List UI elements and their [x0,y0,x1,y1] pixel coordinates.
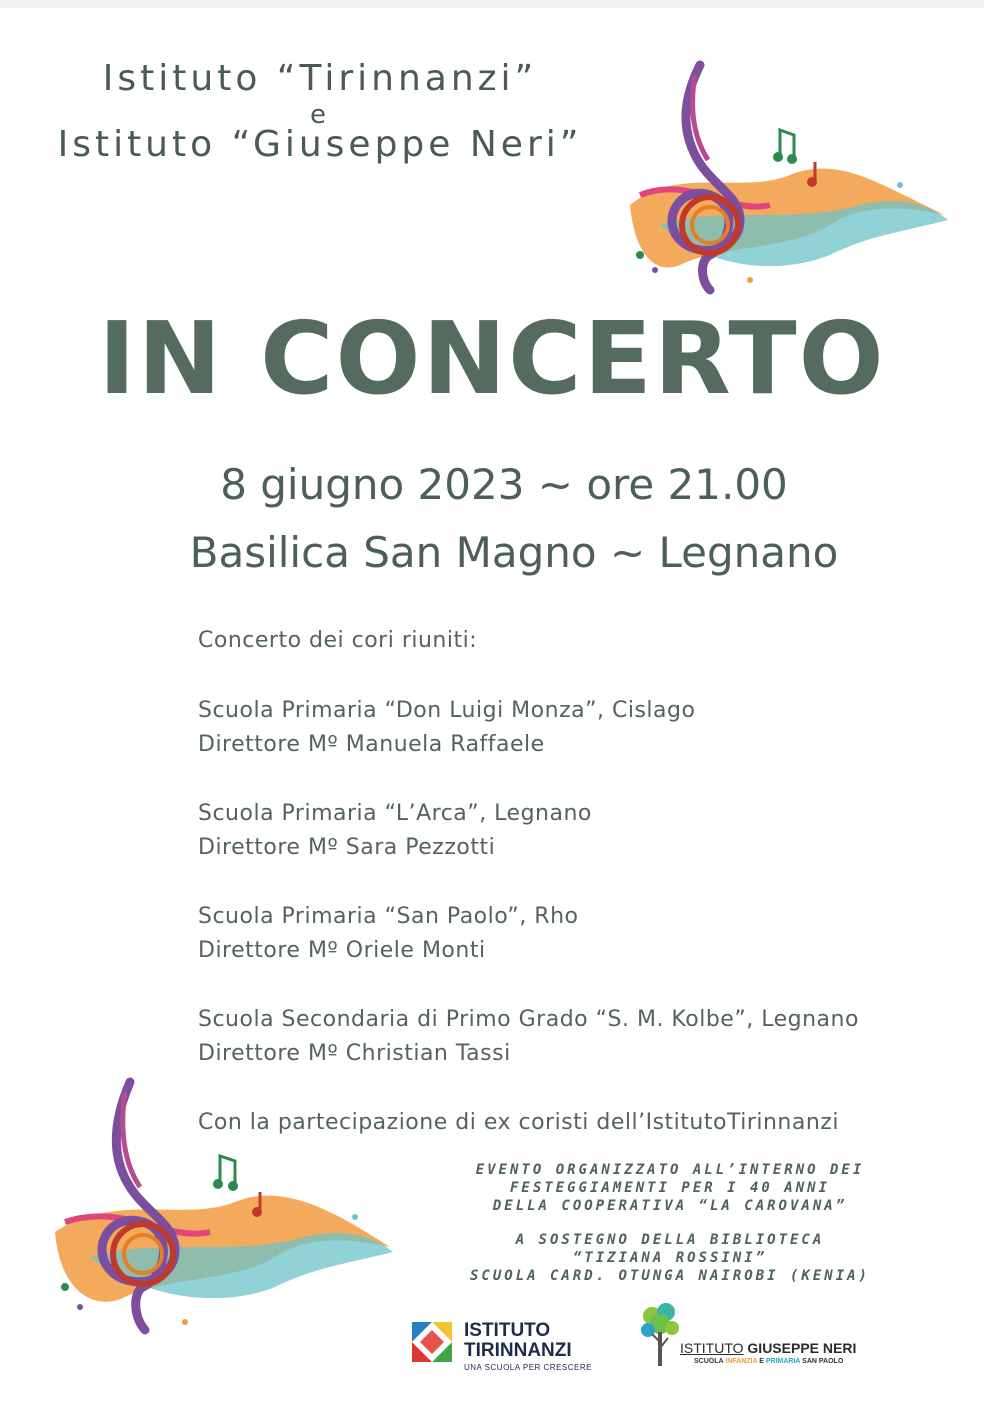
treble-clef-splash-icon [35,1072,395,1342]
choir-director: Direttore Mº Christian Tassi [198,1041,511,1066]
neri-sub-4: PRIMARIA [765,1358,801,1365]
tirinnanzi-name-1: ISTITUTO [464,1320,551,1341]
neri-sub-5: SAN PAOLO [802,1358,844,1365]
tirinnanzi-logo-icon [412,1322,452,1362]
neri-prefix: ISTITUTO [680,1340,744,1356]
tree-icon [640,1302,680,1370]
treble-clef-splash-icon [600,55,950,300]
intro-text: Concerto dei cori riuniti: [198,628,478,653]
top-border [0,0,984,8]
choir-director: Direttore Mº Oriele Monti [198,938,486,963]
tirinnanzi-name-2: TIRINNANZI [464,1340,572,1361]
organized-line-4: A SOSTEGNO DELLA BIBLIOTECA [515,1232,825,1248]
organized-line-6: SCUOLA CARD. OTUNGA NAIROBI (KENIA) [469,1268,870,1284]
choir-director: Direttore Mº Sara Pezzotti [198,835,496,860]
choir-director: Direttore Mº Manuela Raffaele [198,732,545,757]
neri-sub-3: E [759,1358,764,1365]
organized-line-3: DELLA COOPERATIVA “LA CAROVANA” [492,1198,848,1214]
participation-text: Con la partecipazione di ex coristi dell’IstitutoTirinnanzi [198,1110,839,1135]
organized-line-5: “TIZIANA ROSSINI” [572,1250,768,1266]
organized-line-1: EVENTO ORGANIZZATO ALL’INTERNO DEI [475,1162,865,1178]
header-line-1: Istituto “Tirinnanzi” [102,58,538,99]
choir-school: Scuola Primaria “Don Luigi Monza”, Cislago [198,698,696,723]
event-date: 8 giugno 2023 ~ ore 21.00 [220,460,788,509]
choir-school: Scuola Primaria “L’Arca”, Legnano [198,801,592,826]
neri-logo [640,1302,880,1372]
choir-school: Scuola Primaria “San Paolo”, Rho [198,904,579,929]
organized-line-2: FESTEGGIAMENTI PER I 40 ANNI [509,1180,830,1196]
page-title: IN CONCERTO [98,300,886,417]
neri-sub-2: INFANZIA [725,1358,758,1365]
choir-school: Scuola Secondaria di Primo Grado “S. M. Kolbe”, Legnano [198,1007,859,1032]
header-line-2: e [310,100,330,130]
neri-name: GIUSEPPE NERI [747,1340,857,1356]
header-line-3: Istituto “Giuseppe Neri” [57,124,583,165]
neri-sub-1: SCUOLA [694,1358,724,1365]
tirinnanzi-tagline: UNA SCUOLA PER CRESCERE [464,1363,592,1372]
event-place: Basilica San Magno ~ Legnano [189,528,839,577]
tirinnanzi-logo [410,1318,620,1378]
